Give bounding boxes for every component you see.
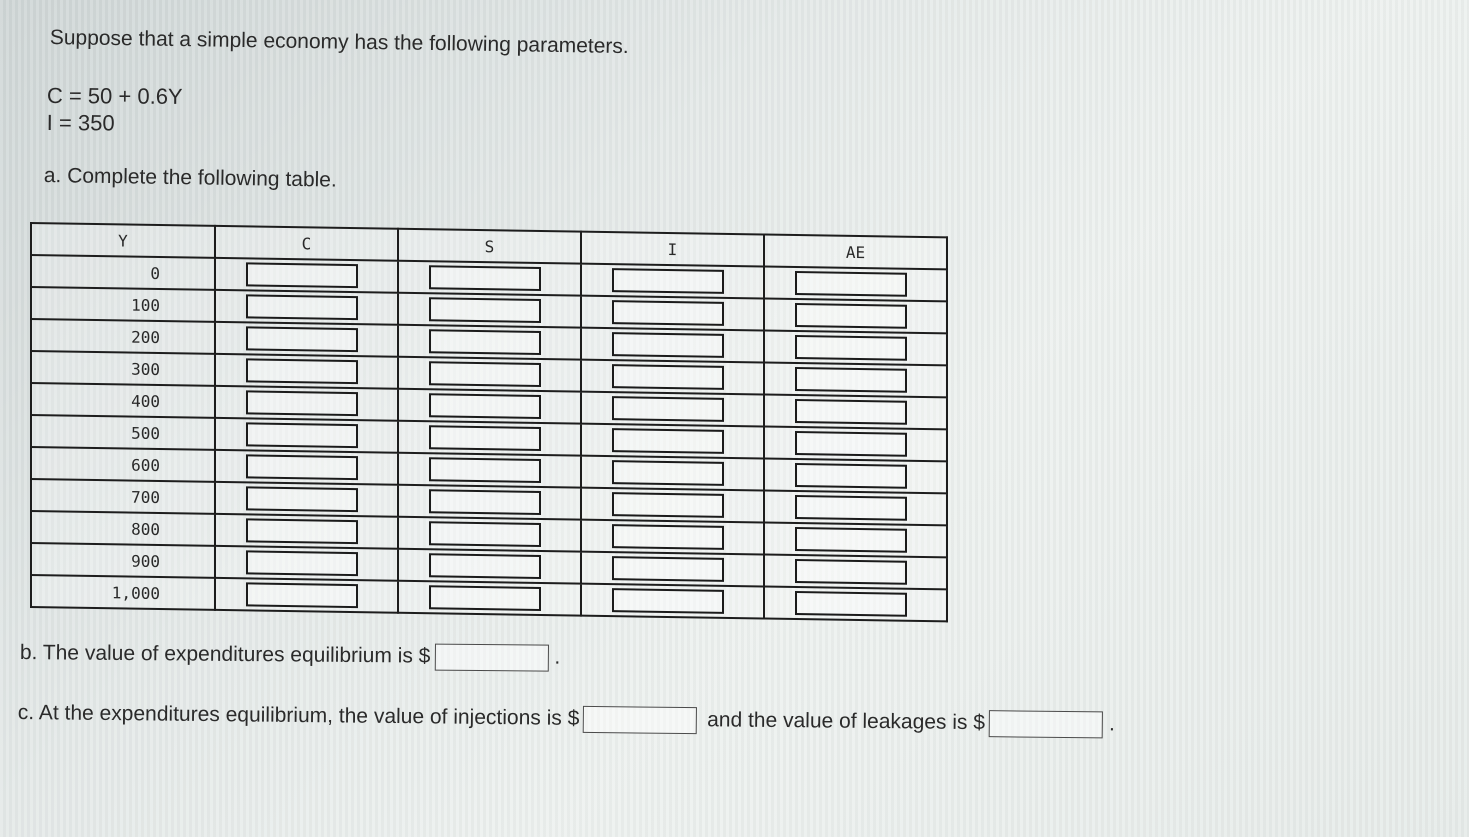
ae-input[interactable]: [795, 431, 907, 457]
c-input[interactable]: [246, 358, 358, 384]
s-input[interactable]: [429, 585, 541, 611]
y-value-cell: 300: [31, 351, 215, 386]
part-c-text-leakages: and the value of leakages is $: [707, 708, 986, 735]
c-input[interactable]: [246, 294, 358, 320]
part-a-prompt: a. Complete the following table.: [43, 164, 337, 192]
ae-input[interactable]: [795, 399, 907, 425]
header-s: S: [398, 229, 581, 264]
i-input[interactable]: [612, 364, 724, 390]
i-cell: [581, 488, 764, 523]
y-value-cell: 700: [31, 479, 215, 514]
s-input[interactable]: [429, 489, 541, 515]
c-input[interactable]: [246, 390, 358, 416]
s-cell: [398, 517, 581, 552]
s-cell: [398, 549, 581, 584]
ae-input[interactable]: [795, 463, 907, 489]
i-input[interactable]: [612, 268, 724, 294]
y-value-cell: 100: [31, 287, 215, 322]
i-cell: [581, 424, 764, 459]
i-input[interactable]: [612, 524, 724, 550]
c-cell: [215, 418, 398, 453]
ae-input[interactable]: [795, 303, 907, 329]
c-cell: [215, 482, 398, 517]
i-cell: [581, 392, 764, 427]
ae-input[interactable]: [795, 591, 907, 617]
i-input[interactable]: [612, 460, 724, 486]
c-cell: [215, 386, 398, 421]
injections-input[interactable]: [583, 706, 697, 734]
s-cell: [398, 357, 581, 392]
c-input[interactable]: [246, 454, 358, 480]
ae-input[interactable]: [795, 367, 907, 393]
ae-cell: [764, 299, 947, 334]
i-input[interactable]: [612, 588, 724, 614]
header-i: I: [581, 232, 764, 267]
ae-cell: [764, 363, 947, 398]
y-value-cell: 500: [31, 415, 215, 450]
ae-cell: [764, 427, 947, 462]
ae-cell: [764, 395, 947, 430]
y-value-cell: 1,000: [31, 575, 215, 610]
s-cell: [398, 261, 581, 296]
part-c-period: .: [1108, 712, 1115, 736]
s-cell: [398, 389, 581, 424]
header-ae: AE: [764, 235, 947, 270]
equilibrium-expenditure-input[interactable]: [434, 644, 548, 672]
c-input[interactable]: [246, 422, 358, 448]
y-value-cell: 600: [31, 447, 215, 482]
i-cell: [581, 520, 764, 555]
y-value-cell: 900: [31, 543, 215, 578]
c-input[interactable]: [246, 262, 358, 288]
leakages-input[interactable]: [989, 710, 1103, 738]
s-input[interactable]: [429, 553, 541, 579]
c-cell: [215, 322, 398, 357]
c-cell: [215, 578, 398, 613]
c-cell: [215, 450, 398, 485]
y-value-cell: 0: [31, 255, 215, 290]
s-input[interactable]: [429, 457, 541, 483]
s-cell: [398, 325, 581, 360]
ae-input[interactable]: [795, 527, 907, 553]
economy-table: [30, 222, 948, 622]
equations: [47, 82, 183, 137]
ae-cell: [764, 491, 947, 526]
i-input[interactable]: [612, 492, 724, 518]
ae-cell: [764, 587, 947, 622]
s-input[interactable]: [429, 521, 541, 547]
c-cell: [215, 514, 398, 549]
intro-text: Suppose that a simple economy has the following parameters.: [49, 26, 629, 59]
part-c-text-injections: c. At the expenditures equilibrium, the value of injections is $: [17, 701, 580, 730]
c-cell: [215, 290, 398, 325]
part-b-question: [20, 640, 561, 672]
y-value-cell: 400: [31, 383, 215, 418]
ae-cell: [764, 459, 947, 494]
c-input[interactable]: [246, 486, 358, 512]
i-cell: [581, 360, 764, 395]
s-cell: [398, 293, 581, 328]
i-cell: [581, 264, 764, 299]
i-cell: [581, 456, 764, 491]
table-container: [30, 222, 948, 622]
i-cell: [581, 584, 764, 619]
c-cell: [215, 258, 398, 293]
ae-input[interactable]: [795, 495, 907, 521]
s-cell: [398, 581, 581, 616]
i-input[interactable]: [612, 300, 724, 326]
y-value-cell: 200: [31, 319, 215, 354]
s-input[interactable]: [429, 329, 541, 355]
consumption-equation: C = 50 + 0.6Y: [46, 82, 183, 109]
s-cell: [398, 485, 581, 520]
s-input[interactable]: [429, 425, 541, 451]
c-input[interactable]: [246, 550, 358, 576]
s-input[interactable]: [429, 361, 541, 387]
i-input[interactable]: [612, 556, 724, 582]
ae-cell: [764, 267, 947, 302]
part-b-text: b. The value of expenditures equilibrium is $: [19, 641, 431, 668]
i-input[interactable]: [612, 428, 724, 454]
ae-input[interactable]: [795, 559, 907, 585]
ae-cell: [764, 331, 947, 366]
c-input[interactable]: [246, 326, 358, 352]
ae-input[interactable]: [795, 335, 907, 361]
i-input[interactable]: [612, 396, 724, 422]
s-input[interactable]: [429, 265, 541, 291]
i-input[interactable]: [612, 332, 724, 358]
c-input[interactable]: [246, 582, 358, 608]
i-cell: [581, 328, 764, 363]
s-input[interactable]: [429, 297, 541, 323]
header-y: Y: [31, 223, 215, 258]
s-input[interactable]: [429, 393, 541, 419]
i-cell: [581, 296, 764, 331]
c-input[interactable]: [246, 518, 358, 544]
part-c-question: [18, 700, 1115, 738]
y-value-cell: 800: [31, 511, 215, 546]
ae-cell: [764, 555, 947, 590]
investment-equation: I = 350: [46, 109, 115, 136]
i-cell: [581, 552, 764, 587]
header-c: C: [215, 226, 398, 261]
ae-cell: [764, 523, 947, 558]
c-cell: [215, 354, 398, 389]
ae-input[interactable]: [795, 271, 907, 297]
s-cell: [398, 453, 581, 488]
table-body: [31, 255, 947, 621]
part-b-period: .: [554, 645, 561, 669]
s-cell: [398, 421, 581, 456]
c-cell: [215, 546, 398, 581]
